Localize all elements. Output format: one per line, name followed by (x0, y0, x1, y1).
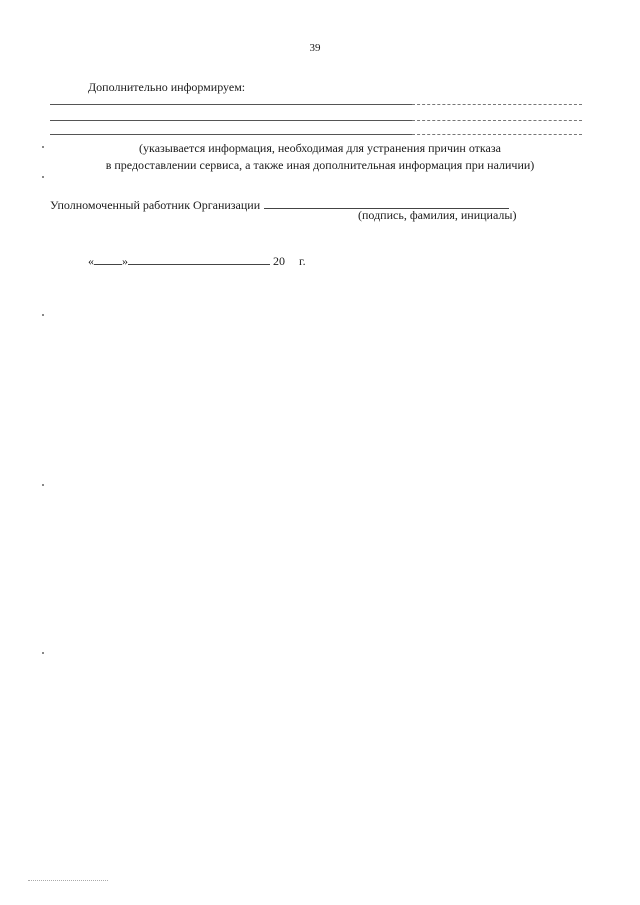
date-close-quote: » (122, 254, 128, 268)
date-year-prefix: 20 (273, 254, 285, 268)
info-line-2[interactable] (50, 120, 582, 121)
signature-label: Уполномоченный работник Организации (50, 198, 261, 212)
page-number: 39 (309, 42, 321, 54)
scan-speck-1 (42, 146, 44, 148)
hint-block (60, 140, 580, 174)
scan-speck-3 (42, 314, 44, 316)
scan-speck-4 (42, 484, 44, 486)
hint-line-2: в предоставлении сервиса, а также иная дополнительная информация при наличии) (105, 158, 535, 172)
date-day-field[interactable] (94, 252, 122, 265)
scan-speck-2 (42, 176, 44, 178)
intro-text: Дополнительно информируем: (88, 80, 246, 94)
info-line-3[interactable] (50, 134, 582, 135)
date-open-quote: « (88, 254, 94, 268)
hint-line-1: (указывается информация, необходимая для устранения причин отказа (139, 141, 501, 155)
date-year-suffix: г. (299, 254, 306, 268)
scan-speck-5 (42, 652, 44, 654)
footer-mark (28, 880, 108, 881)
date-month-field[interactable] (128, 252, 270, 265)
signature-caption: (подпись, фамилия, инициалы) (358, 208, 517, 222)
date-row (88, 252, 306, 269)
info-line-1[interactable] (50, 104, 582, 105)
